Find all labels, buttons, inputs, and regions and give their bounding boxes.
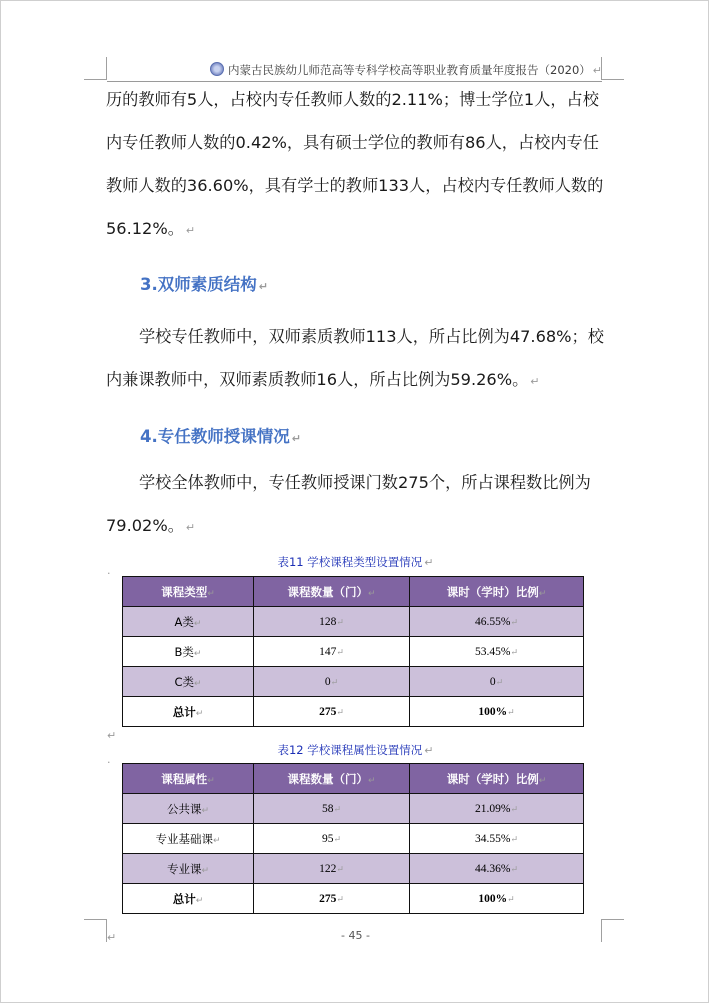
table-cell: 122↵ [254,854,410,884]
paragraph-text: 学校专任教师中，双师素质教师113人，所占比例为47.68%；校内兼课教师中，双师素质教师16人，所占比例为59.26%。 [106,327,604,389]
table-cell: 总计↵ [123,884,254,914]
school-logo-icon [210,62,224,76]
table-cell: C类↵ [123,667,254,697]
column-header: 课程数量（门）↵ [254,764,410,794]
table-cell: 95↵ [254,824,410,854]
table-cell: 100%↵ [410,884,584,914]
table-cell: 275↵ [254,884,410,914]
header-title: 内蒙古民族幼儿师范高等专科学校高等职业教育质量年度报告（2020） [228,63,591,77]
caption-text: 表11 学校课程类型设置情况 [277,555,423,569]
table11-course-types [122,576,584,727]
paragraph-mark-icon: ↵ [107,931,117,944]
paragraph-mark-icon: ↵ [185,224,196,237]
table-total-row [123,884,584,914]
paragraph-mark-icon: ↵ [291,432,301,445]
table-cell: 公共课↵ [123,794,254,824]
paragraph-text: 历的教师有5人，占校内专任教师人数的2.11%；博士学位1人，占校内专任教师人数的0.42%，具有硕士学位的教师有86人，占校内专任教师人数的36.60%，具有学士的教师133人，占校内专任教师人数的56.12%。 [106,90,604,238]
paragraph-mark-icon: ↵ [424,556,434,569]
heading-text: 3.双师素质结构 [140,275,257,294]
table-cell: 128↵ [254,607,410,637]
table-cell: 58↵ [254,794,410,824]
paragraph-mark-icon: ↵ [258,280,268,293]
section-heading-teaching [140,423,301,447]
paragraph-teaching [106,461,604,549]
anchor-mark: · [107,567,111,580]
table-cell: 21.09%↵ [410,794,584,824]
table-cell: 53.45%↵ [410,637,584,667]
column-header: 课程属性↵ [123,764,254,794]
section-heading-dual-teacher [140,271,268,295]
table-row [123,854,584,884]
paragraph-mark-icon: ↵ [530,375,540,388]
column-header: 课程数量（门）↵ [254,577,410,607]
table-cell: 100%↵ [410,697,584,727]
table12-course-attributes [122,763,584,914]
table-cell: 46.55%↵ [410,607,584,637]
table-total-row [123,697,584,727]
crop-mark-top-right [601,57,624,80]
table-row [123,794,584,824]
caption-text: 表12 学校课程属性设置情况 [277,743,423,757]
table-row [123,637,584,667]
table-cell: 专业课↵ [123,854,254,884]
table-cell: 44.36%↵ [410,854,584,884]
table-cell: B类↵ [123,637,254,667]
column-header: 课时（学时）比例↵ [410,764,584,794]
heading-text: 4.专任教师授课情况 [140,427,290,446]
table-cell: 275↵ [254,697,410,727]
table-cell: 0↵ [410,667,584,697]
table-row [123,824,584,854]
page-number: - 45 - [341,929,370,942]
table-header-row [123,577,584,607]
paragraph-mark-icon: ↵ [185,521,196,534]
table-cell: 总计↵ [123,697,254,727]
table-cell: 147↵ [254,637,410,667]
paragraph-dual-teacher [106,315,604,403]
paragraph-mark-icon: ↵ [592,64,602,77]
table-cell: A类↵ [123,607,254,637]
paragraph-text: 学校全体教师中，专任教师授课门数275个，所占课程数比例为79.02%。 [106,473,591,535]
table-header-row [123,764,584,794]
table-row [123,607,584,637]
paragraph-mark-icon: ↵ [107,729,117,742]
table-row [123,667,584,697]
column-header: 课时（学时）比例↵ [410,577,584,607]
table-cell: 专业基础课↵ [123,824,254,854]
paragraph-degree-stats [106,78,604,252]
anchor-mark: · [107,756,111,769]
paragraph-mark-icon: ↵ [424,744,434,757]
table-cell: 0↵ [254,667,410,697]
crop-mark-top-left [84,57,107,80]
column-header: 课程类型↵ [123,577,254,607]
table-cell: 34.55%↵ [410,824,584,854]
